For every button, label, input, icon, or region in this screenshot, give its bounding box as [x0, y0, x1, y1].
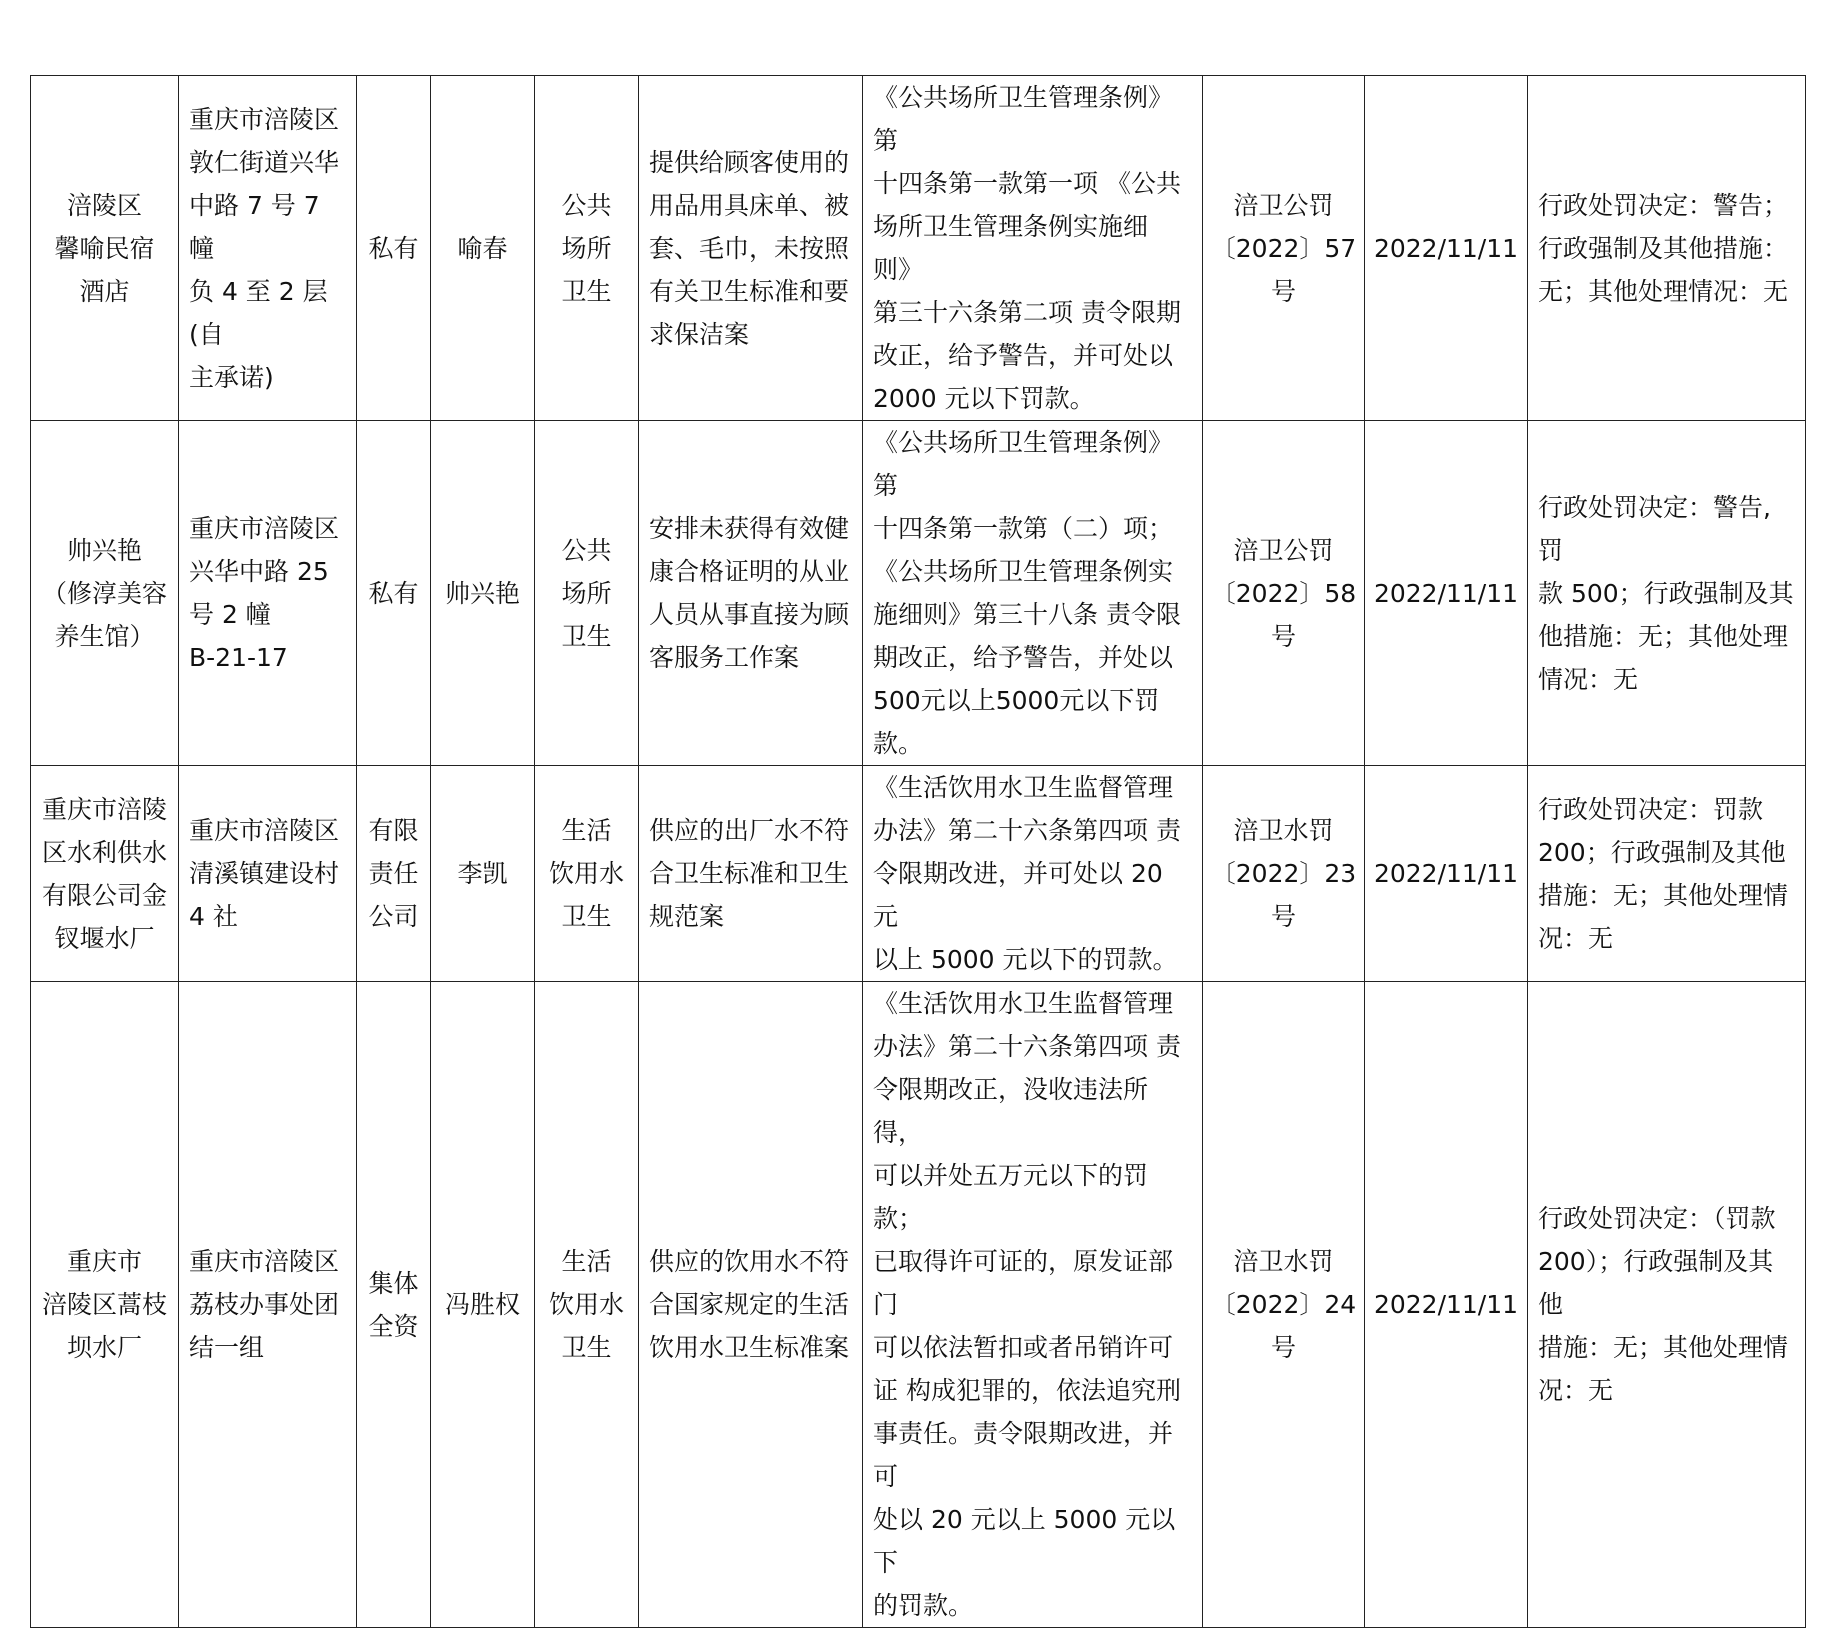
category-cell: 公共 场所 卫生 — [535, 421, 639, 766]
date-cell: 2022/11/11 — [1365, 766, 1528, 982]
case-cell: 供应的饮用水不符 合国家规定的生活 饮用水卫生标准案 — [639, 982, 863, 1628]
legal-basis-cell: 《生活饮用水卫生监督管理 办法》第二十六条第四项 责 令限期改进，并可处以 20 元 以上 5000 元以下的罚款。 — [863, 766, 1203, 982]
entity-name-cell: 重庆市涪陵 区水利供水 有限公司金 钗堰水厂 — [31, 766, 179, 982]
address-cell: 重庆市涪陵区 荔枝办事处团 结一组 — [179, 982, 357, 1628]
case-cell: 供应的出厂水不符 合卫生标准和卫生 规范案 — [639, 766, 863, 982]
date-cell: 2022/11/11 — [1365, 982, 1528, 1628]
legal-basis-cell: 《公共场所卫生管理条例》第 十四条第一款第一项 《公共 场所卫生管理条例实施细则》 第三十六条第二项 责令限期 改正，给予警告，并可处以 2000 元以下罚款。 — [863, 76, 1203, 421]
penalty-table — [30, 75, 1806, 1628]
document-number-cell: 涪卫水罚 〔2022〕24 号 — [1203, 982, 1365, 1628]
result-cell: 行政处罚决定：罚款 200；行政强制及其他 措施：无；其他处理情 况：无 — [1528, 766, 1806, 982]
table-row — [31, 766, 1806, 982]
address-cell: 重庆市涪陵区 清溪镇建设村 4 社 — [179, 766, 357, 982]
legal-representative-cell: 李凯 — [431, 766, 535, 982]
table-row — [31, 421, 1806, 766]
category-cell: 公共 场所 卫生 — [535, 76, 639, 421]
address-cell: 重庆市涪陵区 敦仁街道兴华 中路 7 号 7 幢 负 4 至 2 层(自 主承诺) — [179, 76, 357, 421]
date-cell: 2022/11/11 — [1365, 421, 1528, 766]
table-row — [31, 982, 1806, 1628]
ownership-type-cell: 有限 责任 公司 — [357, 766, 431, 982]
legal-basis-cell: 《生活饮用水卫生监督管理 办法》第二十六条第四项 责 令限期改正，没收违法所得， 可以并处五万元以下的罚款； 已取得许可证的，原发证部门 可以依法暂扣或者吊销许可 证 构成犯罪的，依法追究刑 事责任。责令限期改进，并可 处以 20 元以上 5000 元以下 的罚款。 — [863, 982, 1203, 1628]
table-row — [31, 76, 1806, 421]
address-cell: 重庆市涪陵区 兴华中路 25 号 2 幢 B-21-17 — [179, 421, 357, 766]
result-cell: 行政处罚决定：警告,罚 款 500；行政强制及其 他措施：无；其他处理 情况：无 — [1528, 421, 1806, 766]
entity-name-cell: 帅兴艳 （修淳美容 养生馆） — [31, 421, 179, 766]
document-number-cell: 涪卫水罚 〔2022〕23 号 — [1203, 766, 1365, 982]
category-cell: 生活 饮用水 卫生 — [535, 982, 639, 1628]
entity-name-cell: 涪陵区 馨喻民宿 酒店 — [31, 76, 179, 421]
result-cell: 行政处罚决定：警告； 行政强制及其他措施： 无；其他处理情况：无 — [1528, 76, 1806, 421]
ownership-type-cell: 私有 — [357, 421, 431, 766]
legal-representative-cell: 冯胜权 — [431, 982, 535, 1628]
ownership-type-cell: 私有 — [357, 76, 431, 421]
document-number-cell: 涪卫公罚 〔2022〕57 号 — [1203, 76, 1365, 421]
legal-representative-cell: 帅兴艳 — [431, 421, 535, 766]
document-number-cell: 涪卫公罚 〔2022〕58 号 — [1203, 421, 1365, 766]
category-cell: 生活 饮用水 卫生 — [535, 766, 639, 982]
case-cell: 提供给顾客使用的 用品用具床单、被 套、毛巾，未按照 有关卫生标准和要 求保洁案 — [639, 76, 863, 421]
legal-representative-cell: 喻春 — [431, 76, 535, 421]
date-cell: 2022/11/11 — [1365, 76, 1528, 421]
entity-name-cell: 重庆市 涪陵区蒿枝 坝水厂 — [31, 982, 179, 1628]
case-cell: 安排未获得有效健 康合格证明的从业 人员从事直接为顾 客服务工作案 — [639, 421, 863, 766]
ownership-type-cell: 集体 全资 — [357, 982, 431, 1628]
result-cell: 行政处罚决定：（罚款 200）；行政强制及其他 措施：无；其他处理情 况：无 — [1528, 982, 1806, 1628]
legal-basis-cell: 《公共场所卫生管理条例》第 十四条第一款第（二）项； 《公共场所卫生管理条例实 施细则》第三十八条 责令限 期改正，给予警告，并处以 500元以上5000元以下罚款。 — [863, 421, 1203, 766]
